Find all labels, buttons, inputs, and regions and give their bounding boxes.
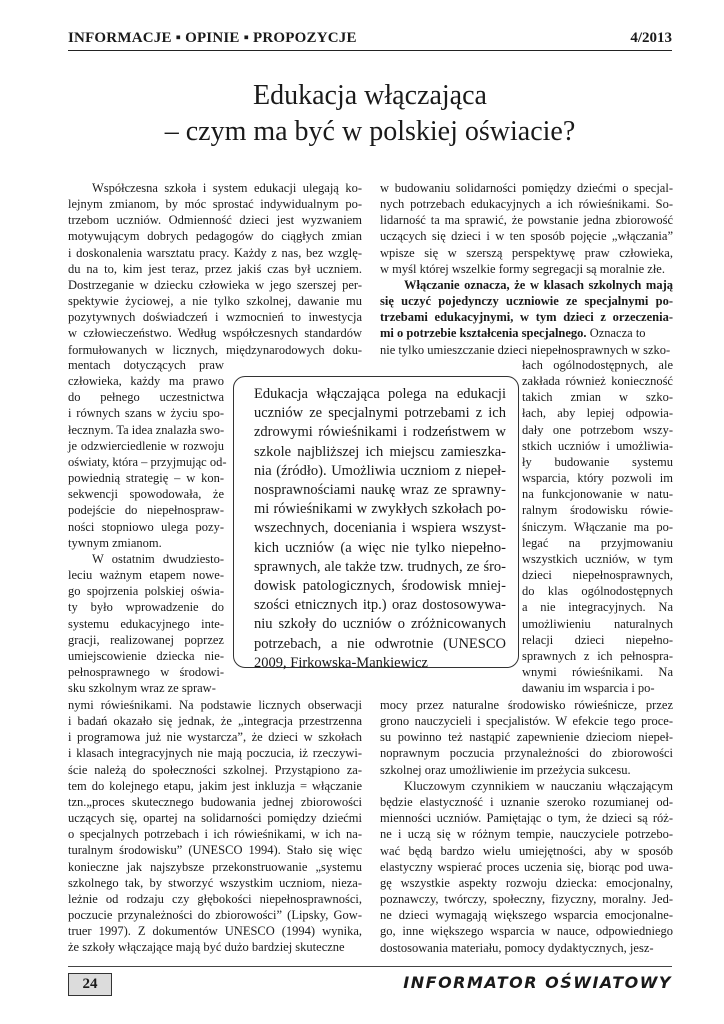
text-line: powiednią strategię – w kon-: [68, 471, 224, 486]
text-line: łach, aby lepiej odpowia-: [522, 406, 673, 421]
text-line: do klas ogólnodostępnych: [522, 584, 673, 599]
text-line: umożliwieniu naturalnych: [522, 616, 673, 631]
text-line: nymi rówieśnikami. Na podstawie licznych obserwacji: [68, 698, 362, 712]
text-line: formułowanych w licznych, międzynarodowych doku-: [68, 342, 362, 357]
text-line: człowieka, każdy ma prawo: [68, 374, 224, 389]
text-line: su powinno też nastąpić zapewnienie dzieciom niepeł-: [380, 730, 673, 745]
text-line: du na to, kim jest teraz, przez jakiś czas był uczniem.: [68, 261, 362, 276]
text-line: dostosowania materiału, pomocy dydaktycznych, jesz-: [380, 940, 654, 955]
text-line: trzebom uczniów. Odmienność dzieci jest wyzwaniem: [68, 213, 362, 228]
text-line: mentach dotyczących praw: [68, 358, 224, 372]
text-line: poczucie przynależności do zbiorowości” (Lipsky, Gow-: [68, 908, 362, 923]
text-line: Kluczowym czynnikiem w nauczaniu włączającym: [404, 779, 673, 793]
text-line: i klasach integracyjnych nie mają poczucia, iż rzeczywi-: [68, 746, 362, 761]
text-line: szkolnej oraz umożliwienie im przeżycia sukcesu.: [380, 762, 631, 777]
title-line-1: Edukacja włączająca: [253, 80, 487, 111]
text-line: podejście do niepełnospraw-: [68, 503, 224, 518]
section-label: INFORMACJE ▪ OPINIE ▪ PROPOZYCJE: [68, 30, 357, 46]
text-line: będzie elastyczność i uznanie szeroko rozumianej od-: [380, 795, 673, 810]
issue-number: 4/2013: [630, 30, 672, 46]
text-line: łecznym. Ta idea znalazła swo-: [68, 422, 225, 437]
text-line: dały one potrzebom wszy-: [522, 422, 673, 437]
text-line: spektywie życiowej, a nie tylko szkolnej, dawanie mu: [68, 294, 362, 309]
text-line: motywującym dobrych pedagogów do ciągłych zmian: [68, 229, 362, 244]
text-line: uczących się dzieci i w ten sposób pojęcie „włączania”: [380, 229, 673, 244]
text-line: mienności uczniów. Pamiętając o tym, że dzieci są róż-: [380, 811, 673, 826]
title-line-2: – czym ma być w polskiej oświacie?: [164, 116, 576, 147]
right-column-bottom-second: [380, 778, 673, 956]
text-line: poznawczy, twórczy, społeczny, fizyczny, moralny. Jed-: [380, 892, 673, 907]
text-line: do pełnego uczestnictwa: [68, 390, 224, 405]
publication-title: INFORMATOR OŚWIATOWY: [403, 973, 672, 992]
pull-quote-text: Edukacja włączająca polega na edukacji uczniów ze specjalnymi potrzebami z ich zdrowymi rówieśnikami i rodzeństwem w szkole najbliższej ich miejscu zamieszka-nia (źródło). Umożliwia uczniom z niepeł-nosprawnościami naukę wraz ze sprawny-mi rówieśnikami w zwykłych szkołach po-wszechnych, doceniania i wspiera wszyst-kich uczniów (a więc nie tylko niepełno-sprawnych, ale także tzw. trudnych, ze śro-dowisk patologicznych, środowisk mniej-szości etnicznych itp.) oraz dostosowywa-niu szkoły do uczniów o zróżnicowanych potrzebach, a nie odwrotnie (UNESCO 2009, Firkowska-Mankiewicz: [254, 386, 506, 671]
text-line: łach ogólnodostępnych, ale: [522, 358, 673, 372]
text-line: leciu ważnym etapem nowe-: [68, 568, 224, 583]
text-line: gracji, realizowanej poprzez: [68, 632, 224, 647]
text-line: dzieci niepełnosprawnych,: [522, 568, 673, 583]
text-line: w człowieczeństwo. Według współczesnych standardów: [68, 326, 362, 341]
text-line: wnymi rówieśnikami. Na: [522, 664, 673, 679]
right-column-middle: [522, 357, 673, 696]
text-line: zakłada również konieczność: [522, 374, 673, 389]
text-line: ście należą do społeczności szkolnej. Przystąpiono za-: [68, 762, 362, 777]
text-line: nie tylko umieszczanie dzieci niepełnosprawnych w szko-: [380, 342, 671, 357]
text-line: nych potrzebach edukacyjnych a ich rówieśnikami. So-: [380, 197, 673, 212]
text-line: takich zmian w szko-: [522, 390, 673, 405]
text-line: elastyczny wspierać proces uczenia się, biorąc pod uwa-: [380, 859, 673, 874]
text-line: się uczyć pojedynczy uczniowie ze specjalnymi po-: [380, 294, 673, 309]
text-line: systemu edukacyjnego inte-: [68, 616, 224, 631]
text-line: że szkoły włączające mają być dużo bardziej skuteczne: [68, 940, 345, 955]
text-line: ralnym środowisku rówie-: [522, 503, 673, 518]
text-line: w budowaniu solidarności pomiędzy dziećmi o specjal-: [380, 181, 673, 195]
right-column-bottom: [380, 697, 673, 778]
text-line: na funkcjonowanie w natu-: [522, 487, 673, 502]
left-column-bottom: [68, 697, 362, 956]
text-line: i doskonalenia warsztatu pracy. Każdy z nas, bez wzglę-: [68, 245, 362, 260]
text-line: W ostatnim dwudziesto-: [92, 551, 224, 566]
text-line: go spojrzenia polskiej oświa-: [68, 584, 224, 599]
text-line: tem do kolejnego etapu, jakim jest inkluzja = włączanie: [68, 778, 362, 793]
text-line: Współczesna szkoła i system edukacji ulegają ko-: [92, 181, 362, 195]
text-line: je odzwierciedlenie w rozwoju: [68, 438, 224, 453]
text-line: trzebami edukacyjnymi, w tym dzieci z orzeczenia-: [380, 310, 673, 325]
text-line: truer 1997). Z dokumentów UNESCO (1994) wynika,: [68, 924, 362, 939]
text-line: o specjalnych potrzebach i ich rówieśnikami, w ich na-: [68, 827, 362, 842]
article-title: [68, 78, 672, 150]
text-line: lejnym zmianom, by móc sprostać indywidualnym po-: [68, 197, 362, 212]
text-line: relacji dzieci niepełno-: [522, 632, 673, 647]
text-line: ty było wprowadzenie do: [68, 600, 224, 615]
text-line: Włączanie oznacza, że w klasach szkolnych mają: [404, 277, 673, 292]
text-line: sprawnych z ich pełnospra-: [522, 648, 673, 663]
left-column-middle: [68, 357, 227, 696]
text-line: uczących się, opartej na solidarności pomiędzy dziećmi: [68, 811, 362, 826]
text-line: sku szkolnym wraz ze spraw-: [68, 681, 216, 696]
text-line: turalnym środowisku” (UNESCO 1994). Stało się więc: [68, 843, 362, 858]
text-line: wszystkich uczniów, w tym: [522, 551, 673, 566]
page-footer: [68, 966, 672, 995]
left-column-top: [68, 180, 362, 358]
text-line: wpisze się w szerszą perspektywę praw człowieka,: [380, 245, 673, 260]
text-line: go, inne większego wsparcia w nauce, odpowiedniego: [380, 924, 673, 939]
page-number: 24: [68, 973, 112, 996]
text-line: leżnie od rodzaju czy głębokości niepełnosprawności,: [68, 891, 362, 906]
text-line: śniczym. Włączanie ma po-: [522, 519, 673, 534]
text-line: ne dzieci wymagają większego wsparcia emocjonalne-: [380, 908, 673, 923]
text-line: a nie integracyjnych. Na: [522, 600, 673, 615]
running-header: [68, 30, 672, 51]
text-line: wać będą bardzo wielu umiejętności, aby w sposób: [380, 843, 673, 858]
text-line: legać na przyjmowaniu: [522, 535, 673, 550]
text-line: mocy przez naturalne środowisko rówieśnicze, przez: [380, 698, 673, 712]
text-line: dawaniu im wsparcia i po-: [522, 681, 655, 696]
text-line: stkich uczniów i umożliwia-: [522, 438, 673, 453]
text-line: szkolnego tak, by stworzyć wszystkim uczniom, nieza-: [68, 875, 362, 890]
text-line: ły budowanie systemu: [522, 454, 673, 469]
text-line: i równych szans w życiu spo-: [68, 406, 224, 421]
text-line: oświaty, która – przyjmując od-: [68, 454, 227, 469]
text-line: tywnym zmianom.: [68, 535, 162, 550]
text-line: umiejscowienie dziecka nie-: [68, 648, 224, 663]
text-line: lidarność ta ma sprawić, że powstanie jedna zbiorowość: [380, 213, 673, 228]
text-line-tail: Oznacza to: [586, 326, 646, 341]
text-line: gę wszystkie aspekty rozwoju dziecka: emocjonalny,: [380, 875, 673, 890]
text-line: grono nauczycieli i specjalistów. W efekcie tego proce-: [380, 714, 673, 729]
text-line: Dostrzeganie w dziecku człowieka w jego szerszej per-: [68, 277, 362, 292]
text-line: tzn.„proces skutecznego budowania jednej zbiorowości: [68, 794, 362, 809]
text-line: i programowa już nie wystarcza”, że dzieci w szkołach: [68, 730, 362, 745]
right-column-top: [380, 180, 673, 358]
text-line: pozytywnych doświadczeń i wzmocnień to inwestycja: [68, 310, 362, 325]
text-line: ności stopniowo ulega pozy-: [68, 519, 224, 534]
text-line: w myśl której wszelkie formy segregacji są moralnie złe.: [380, 261, 665, 276]
text-line: noprawnym poczucia przynależności do zbiorowości: [380, 746, 673, 761]
text-line: konieczne jak najszybsze przekonstruowanie „systemu: [68, 859, 362, 874]
pull-quote-box: [233, 376, 519, 671]
text-line: [380, 325, 673, 341]
text-line: ne i uczą się w różnym tempie, nauczyciele potrzebo-: [380, 827, 673, 842]
text-line-bold: mi o potrzebie kształcenia specjalnego.: [380, 326, 587, 341]
text-line: pełnosprawnego w środowi-: [68, 664, 224, 679]
text-line: i badań okazało się jednak, że „integracja przestrzenna: [68, 714, 362, 729]
text-line: sekwencji spowodowała, że: [68, 487, 224, 502]
text-line: wsparcia, który pozwoli im: [522, 471, 673, 486]
